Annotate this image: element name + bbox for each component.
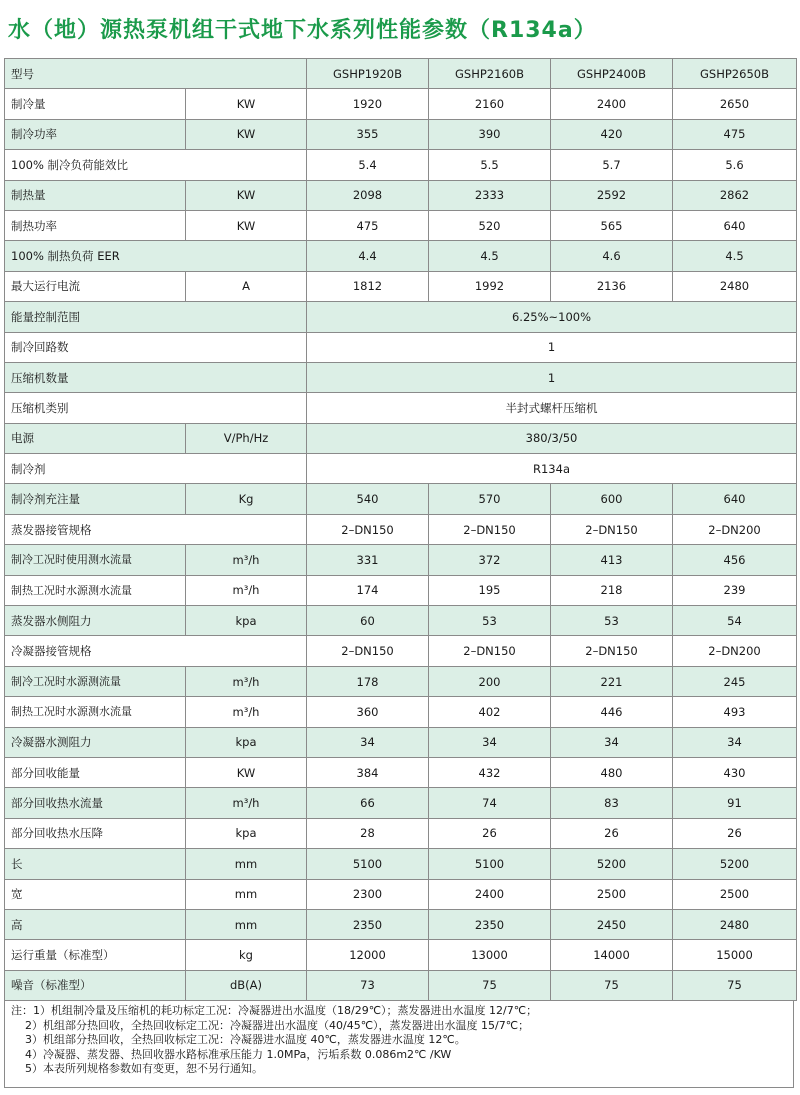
- value-cell: 5.7: [551, 150, 673, 180]
- value-cell: 14000: [551, 940, 673, 970]
- value-cell: 2098: [307, 180, 429, 210]
- unit-cell: KW: [186, 119, 307, 149]
- value-cell: 5100: [307, 849, 429, 879]
- table-row: [5, 666, 797, 696]
- value-cell: 331: [307, 545, 429, 575]
- table-row: [5, 180, 797, 210]
- param-label-cell: 制热工况时水源测水流量: [5, 697, 186, 727]
- table-row: [5, 545, 797, 575]
- table-row: [5, 271, 797, 301]
- param-label-cell: 高: [5, 909, 186, 939]
- value-cell: 218: [551, 575, 673, 605]
- param-label-cell: 蒸发器接管规格: [5, 514, 307, 544]
- value-cell: 493: [673, 697, 797, 727]
- unit-cell: V/Ph/Hz: [186, 423, 307, 453]
- value-cell: 2450: [551, 909, 673, 939]
- unit-cell: KW: [186, 89, 307, 119]
- param-label-cell: 100% 制热负荷 EER: [5, 241, 307, 271]
- value-cell: 4.6: [551, 241, 673, 271]
- param-label-cell: 部分回收能量: [5, 757, 186, 787]
- table-row: [5, 575, 797, 605]
- table-row: [5, 636, 797, 666]
- table-row: [5, 241, 797, 271]
- model-header-cell: GSHP2160B: [429, 59, 551, 89]
- table-row: [5, 970, 797, 1000]
- unit-cell: m³/h: [186, 697, 307, 727]
- table-row: [5, 484, 797, 514]
- header-label-cell: 型号: [5, 59, 307, 89]
- param-label-cell: 噪音（标准型）: [5, 970, 186, 1000]
- value-cell: 2–DN200: [673, 636, 797, 666]
- value-cell: 420: [551, 119, 673, 149]
- footnotes: [4, 1000, 794, 1088]
- param-label-cell: 制冷剂: [5, 454, 307, 484]
- footnote-line: 注：1）机组制冷量及压缩机的耗功标定工况：冷凝器进出水温度（18/29℃）；蒸发器进出水温度 12/7℃；: [11, 1004, 538, 1017]
- value-cell: 75: [673, 970, 797, 1000]
- value-cell: 53: [551, 606, 673, 636]
- value-cell: 640: [673, 210, 797, 240]
- value-cell: 26: [551, 818, 673, 848]
- value-cell: 2862: [673, 180, 797, 210]
- value-cell: 5200: [551, 849, 673, 879]
- value-cell: 1812: [307, 271, 429, 301]
- param-label-cell: 制冷功率: [5, 119, 186, 149]
- merged-value-cell: 6.25%~100%: [307, 302, 797, 332]
- table-row: [5, 362, 797, 392]
- value-cell: 34: [429, 727, 551, 757]
- model-header-cell: GSHP1920B: [307, 59, 429, 89]
- table-row: [5, 909, 797, 939]
- table-row: [5, 879, 797, 909]
- value-cell: 2–DN150: [551, 636, 673, 666]
- value-cell: 4.5: [429, 241, 551, 271]
- unit-cell: KW: [186, 757, 307, 787]
- merged-value-cell: 380/3/50: [307, 423, 797, 453]
- value-cell: 2–DN150: [551, 514, 673, 544]
- param-label-cell: 制冷量: [5, 89, 186, 119]
- value-cell: 5200: [673, 849, 797, 879]
- param-label-cell: 运行重量（标准型）: [5, 940, 186, 970]
- page-title: 水（地）源热泵机组干式地下水系列性能参数（R134a）: [8, 18, 597, 43]
- value-cell: 2–DN150: [307, 514, 429, 544]
- value-cell: 1920: [307, 89, 429, 119]
- param-label-cell: 部分回收热水压降: [5, 818, 186, 848]
- value-cell: 2400: [551, 89, 673, 119]
- param-label-cell: 制热功率: [5, 210, 186, 240]
- footnote-line: 4）冷凝器、蒸发器、热回收器水路标准承压能力 1.0MPa，污垢系数 0.086m2℃ /KW: [25, 1047, 452, 1061]
- value-cell: 66: [307, 788, 429, 818]
- unit-cell: m³/h: [186, 788, 307, 818]
- value-cell: 4.4: [307, 241, 429, 271]
- table-row: [5, 606, 797, 636]
- value-cell: 2350: [429, 909, 551, 939]
- value-cell: 2–DN150: [429, 514, 551, 544]
- table-row: [5, 89, 797, 119]
- value-cell: 34: [551, 727, 673, 757]
- param-label-cell: 部分回收热水流量: [5, 788, 186, 818]
- value-cell: 53: [429, 606, 551, 636]
- value-cell: 83: [551, 788, 673, 818]
- value-cell: 5.4: [307, 150, 429, 180]
- param-label-cell: 蒸发器水侧阻力: [5, 606, 186, 636]
- table-row: [5, 302, 797, 332]
- value-cell: 221: [551, 666, 673, 696]
- value-cell: 2136: [551, 271, 673, 301]
- param-label-cell: 压缩机数量: [5, 362, 307, 392]
- footnote-line: 3）机组部分热回收，全热回收标定工况：冷凝器进水温度 40℃，蒸发器进水温度 12℃。: [25, 1033, 466, 1047]
- table-row: [5, 788, 797, 818]
- value-cell: 5.5: [429, 150, 551, 180]
- param-label-cell: 长: [5, 849, 186, 879]
- value-cell: 73: [307, 970, 429, 1000]
- value-cell: 600: [551, 484, 673, 514]
- table-row: [5, 423, 797, 453]
- value-cell: 1992: [429, 271, 551, 301]
- value-cell: 178: [307, 666, 429, 696]
- value-cell: 475: [307, 210, 429, 240]
- value-cell: 2480: [673, 271, 797, 301]
- value-cell: 2500: [673, 879, 797, 909]
- unit-cell: mm: [186, 909, 307, 939]
- unit-cell: mm: [186, 849, 307, 879]
- unit-cell: m³/h: [186, 575, 307, 605]
- unit-cell: KW: [186, 210, 307, 240]
- value-cell: 34: [307, 727, 429, 757]
- value-cell: 54: [673, 606, 797, 636]
- param-label-cell: 制冷剂充注量: [5, 484, 186, 514]
- param-label-cell: 制热工况时水源测水流量: [5, 575, 186, 605]
- value-cell: 60: [307, 606, 429, 636]
- table-row: [5, 393, 797, 423]
- param-label-cell: 100% 制冷负荷能效比: [5, 150, 307, 180]
- unit-cell: kpa: [186, 606, 307, 636]
- footnote-line: 2）机组部分热回收，全热回收标定工况：冷凝器进出水温度（40/45℃），蒸发器进出水温度 15/7℃；: [25, 1018, 530, 1032]
- value-cell: 5.6: [673, 150, 797, 180]
- value-cell: 75: [429, 970, 551, 1000]
- value-cell: 475: [673, 119, 797, 149]
- value-cell: 74: [429, 788, 551, 818]
- value-cell: 2650: [673, 89, 797, 119]
- table-row: [5, 150, 797, 180]
- param-label-cell: 冷凝器水测阻力: [5, 727, 186, 757]
- value-cell: 2–DN150: [307, 636, 429, 666]
- spec-table: [4, 58, 797, 1001]
- value-cell: 2160: [429, 89, 551, 119]
- unit-cell: A: [186, 271, 307, 301]
- value-cell: 413: [551, 545, 673, 575]
- param-label-cell: 制冷回路数: [5, 332, 307, 362]
- table-row: [5, 514, 797, 544]
- table-row: [5, 119, 797, 149]
- value-cell: 13000: [429, 940, 551, 970]
- value-cell: 28: [307, 818, 429, 848]
- table-row: [5, 454, 797, 484]
- value-cell: 640: [673, 484, 797, 514]
- value-cell: 26: [673, 818, 797, 848]
- unit-cell: m³/h: [186, 545, 307, 575]
- value-cell: 456: [673, 545, 797, 575]
- table-row: [5, 940, 797, 970]
- value-cell: 75: [551, 970, 673, 1000]
- merged-value-cell: 1: [307, 362, 797, 392]
- unit-cell: m³/h: [186, 666, 307, 696]
- value-cell: 2–DN150: [429, 636, 551, 666]
- table-row: [5, 697, 797, 727]
- value-cell: 2–DN200: [673, 514, 797, 544]
- unit-cell: dB(A): [186, 970, 307, 1000]
- value-cell: 245: [673, 666, 797, 696]
- value-cell: 372: [429, 545, 551, 575]
- model-header-cell: GSHP2400B: [551, 59, 673, 89]
- param-label-cell: 冷凝器接管规格: [5, 636, 307, 666]
- param-label-cell: 制热量: [5, 180, 186, 210]
- value-cell: 2333: [429, 180, 551, 210]
- value-cell: 432: [429, 757, 551, 787]
- unit-cell: kpa: [186, 818, 307, 848]
- value-cell: 91: [673, 788, 797, 818]
- value-cell: 430: [673, 757, 797, 787]
- table-row: [5, 727, 797, 757]
- unit-cell: KW: [186, 180, 307, 210]
- value-cell: 390: [429, 119, 551, 149]
- value-cell: 2300: [307, 879, 429, 909]
- table-row: [5, 757, 797, 787]
- value-cell: 540: [307, 484, 429, 514]
- value-cell: 570: [429, 484, 551, 514]
- value-cell: 360: [307, 697, 429, 727]
- param-label-cell: 制冷工况时水源测流量: [5, 666, 186, 696]
- merged-value-cell: 半封式螺杆压缩机: [307, 393, 797, 423]
- value-cell: 200: [429, 666, 551, 696]
- param-label-cell: 最大运行电流: [5, 271, 186, 301]
- param-label-cell: 制冷工况时使用测水流量: [5, 545, 186, 575]
- value-cell: 12000: [307, 940, 429, 970]
- merged-value-cell: 1: [307, 332, 797, 362]
- value-cell: 195: [429, 575, 551, 605]
- unit-cell: mm: [186, 879, 307, 909]
- unit-cell: kpa: [186, 727, 307, 757]
- value-cell: 34: [673, 727, 797, 757]
- table-row: [5, 818, 797, 848]
- value-cell: 5100: [429, 849, 551, 879]
- table-header-row: [5, 59, 797, 89]
- value-cell: 520: [429, 210, 551, 240]
- value-cell: 174: [307, 575, 429, 605]
- param-label-cell: 压缩机类别: [5, 393, 307, 423]
- value-cell: 2592: [551, 180, 673, 210]
- value-cell: 2350: [307, 909, 429, 939]
- value-cell: 384: [307, 757, 429, 787]
- value-cell: 446: [551, 697, 673, 727]
- table-row: [5, 849, 797, 879]
- merged-value-cell: R134a: [307, 454, 797, 484]
- value-cell: 2500: [551, 879, 673, 909]
- model-header-cell: GSHP2650B: [673, 59, 797, 89]
- value-cell: 4.5: [673, 241, 797, 271]
- value-cell: 239: [673, 575, 797, 605]
- spec-table-body: [5, 59, 797, 1001]
- value-cell: 565: [551, 210, 673, 240]
- table-row: [5, 210, 797, 240]
- param-label-cell: 电源: [5, 423, 186, 453]
- value-cell: 2480: [673, 909, 797, 939]
- param-label-cell: 宽: [5, 879, 186, 909]
- unit-cell: Kg: [186, 484, 307, 514]
- footnote-line: 5）本表所列规格参数如有变更，恕不另行通知。: [25, 1062, 263, 1076]
- value-cell: 15000: [673, 940, 797, 970]
- unit-cell: kg: [186, 940, 307, 970]
- value-cell: 26: [429, 818, 551, 848]
- param-label-cell: 能量控制范围: [5, 302, 307, 332]
- value-cell: 402: [429, 697, 551, 727]
- table-row: [5, 332, 797, 362]
- value-cell: 355: [307, 119, 429, 149]
- value-cell: 480: [551, 757, 673, 787]
- value-cell: 2400: [429, 879, 551, 909]
